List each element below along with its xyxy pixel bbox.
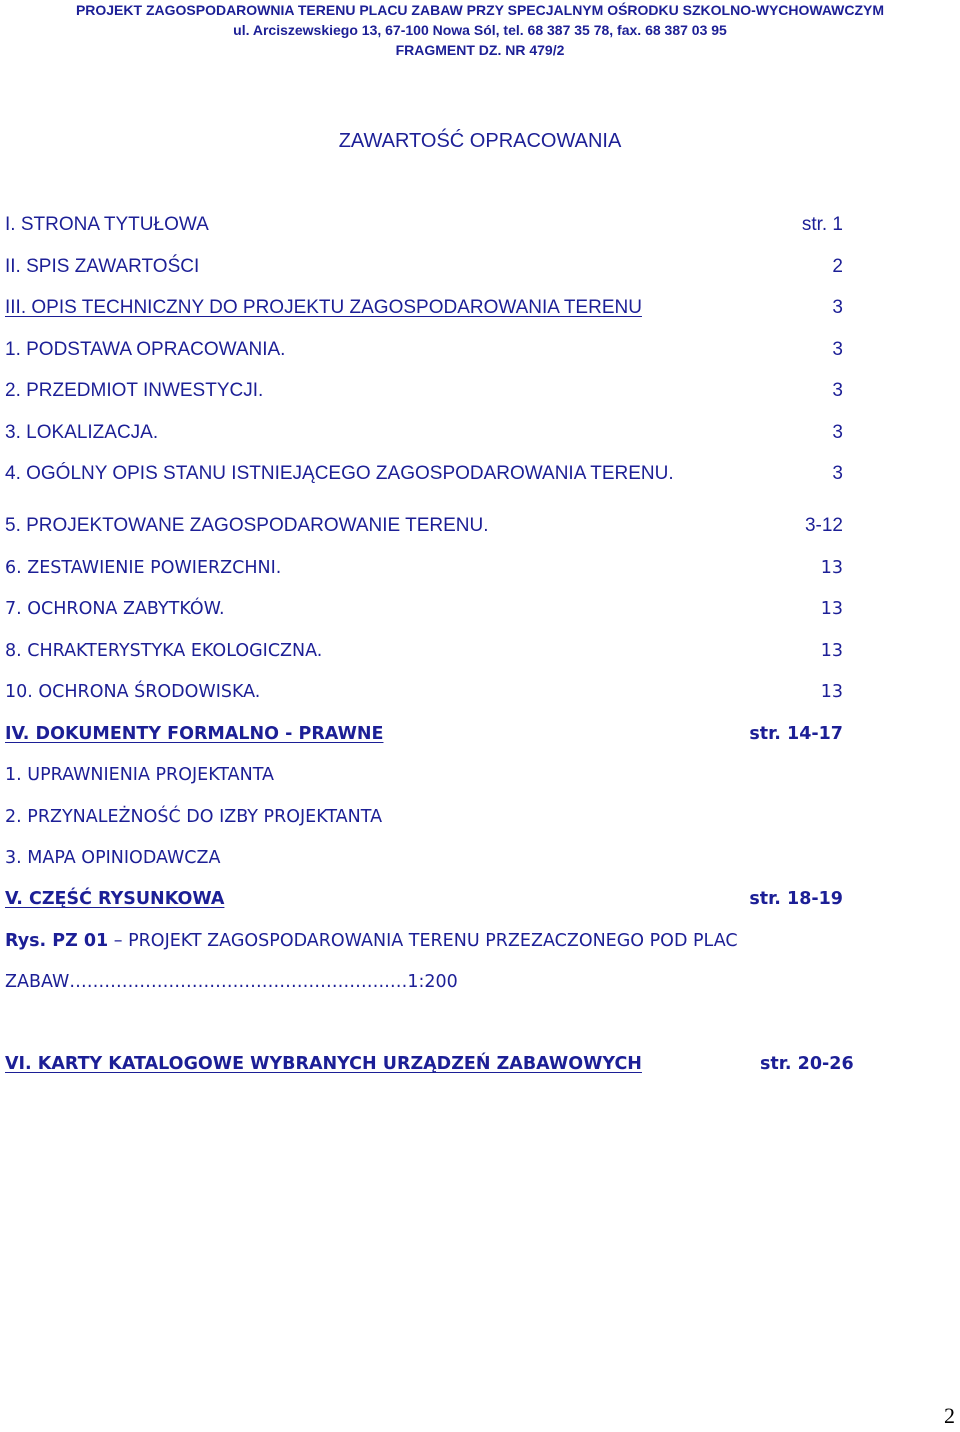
toc-item bbox=[5, 295, 843, 321]
toc-page: str. 1 bbox=[801, 214, 843, 235]
toc-label: 3. MAPA OPINIODAWCZA bbox=[5, 848, 221, 868]
header-line-1: PROJEKT ZAGOSPODAROWNIA TERENU PLACU ZABAW PRZY SPECJALNYM OŚRODKU SZKOLNO-WYCHOWAWCZYM bbox=[75, 2, 885, 18]
toc-item bbox=[5, 555, 843, 581]
toc-section-iv bbox=[5, 721, 843, 747]
toc-page: 3 bbox=[832, 380, 843, 401]
toc-item bbox=[5, 461, 843, 487]
toc-page: str. 18-19 bbox=[749, 889, 843, 909]
drawing-entry-scale bbox=[5, 969, 843, 995]
toc-page: str. 20-26 bbox=[760, 1054, 854, 1074]
toc-label: 7. OCHRONA ZABYTKÓW. bbox=[5, 599, 225, 619]
page-title: ZAWARTOŚĆ OPRACOWANIA bbox=[338, 130, 622, 152]
toc-label: 6. ZESTAWIENIE POWIERZCHNI. bbox=[5, 558, 282, 578]
toc-item bbox=[5, 845, 843, 871]
toc-label: 1. PODSTAWA OPRACOWANIA. bbox=[5, 339, 286, 360]
toc-page: 3 bbox=[832, 339, 843, 360]
toc-item bbox=[5, 596, 843, 622]
drawing-title: – PROJEKT ZAGOSPODAROWANIA TERENU PRZEZACZONEGO POD PLAC bbox=[108, 931, 738, 951]
toc-label: V. CZĘŚĆ RYSUNKOWA bbox=[5, 889, 225, 909]
toc-item bbox=[5, 679, 843, 705]
toc-item bbox=[5, 638, 843, 664]
drawing-label: Rys. PZ 01 bbox=[5, 931, 109, 951]
drawing-entry bbox=[5, 928, 905, 954]
toc-item bbox=[5, 254, 843, 280]
toc-page: 3 bbox=[832, 297, 843, 318]
toc-label: 3. LOKALIZACJA. bbox=[5, 422, 159, 443]
toc-item bbox=[5, 804, 843, 830]
toc-label: 5. PROJEKTOWANE ZAGOSPODAROWANIE TERENU. bbox=[5, 515, 489, 536]
toc-label: VI. KARTY KATALOGOWE WYBRANYCH URZĄDZEŃ ZABAWOWYCH bbox=[5, 1054, 642, 1074]
toc-page: 13 bbox=[820, 599, 843, 619]
toc-label: IV. DOKUMENTY FORMALNO - PRAWNE bbox=[5, 724, 384, 744]
toc-item bbox=[5, 420, 843, 446]
toc-section-vi bbox=[5, 1051, 905, 1077]
header-line-3: FRAGMENT DZ. NR 479/2 bbox=[395, 42, 565, 58]
toc-label: I. STRONA TYTUŁOWA bbox=[5, 214, 209, 235]
toc-item bbox=[5, 762, 843, 788]
toc-page: 13 bbox=[820, 682, 843, 702]
toc-page: 3 bbox=[832, 422, 843, 443]
toc-section-v bbox=[5, 886, 843, 912]
toc-item bbox=[5, 513, 843, 539]
drawing-scale-line: ZABAW……………………………………………….…1:200 bbox=[5, 972, 458, 992]
toc-label: 1. UPRAWNIENIA PROJEKTANTA bbox=[5, 765, 275, 785]
toc-page: 3-12 bbox=[804, 515, 843, 536]
page-number: 2 bbox=[944, 1403, 955, 1428]
header-line-2: ul. Arciszewskiego 13, 67-100 Nowa Sól, tel. 68 387 35 78, fax. 68 387 03 95 bbox=[233, 22, 727, 38]
toc-page: 3 bbox=[832, 463, 843, 484]
toc-item bbox=[5, 212, 843, 238]
toc-label: III. OPIS TECHNICZNY DO PROJEKTU ZAGOSPODAROWANIA TERENU bbox=[5, 297, 642, 318]
toc-label: 4. OGÓLNY OPIS STANU ISTNIEJĄCEGO ZAGOSPODAROWANIA TERENU. bbox=[5, 463, 674, 484]
toc-page: 13 bbox=[820, 641, 843, 661]
toc-label: 10. OCHRONA ŚRODOWISKA. bbox=[5, 682, 261, 702]
toc-page: str. 14-17 bbox=[749, 724, 843, 744]
toc-item bbox=[5, 378, 843, 404]
toc-label: 2. PRZEDMIOT INWESTYCJI. bbox=[5, 380, 264, 401]
toc-label: II. SPIS ZAWARTOŚCI bbox=[5, 256, 200, 277]
toc-item bbox=[5, 337, 843, 363]
toc-page: 2 bbox=[832, 256, 843, 277]
toc-label: 2. PRZYNALEŻNOŚĆ DO IZBY PROJEKTANTA bbox=[5, 807, 383, 827]
toc-page: 13 bbox=[820, 558, 843, 578]
toc-label: 8. CHRAKTERYSTYKA EKOLOGICZNA. bbox=[5, 641, 323, 661]
